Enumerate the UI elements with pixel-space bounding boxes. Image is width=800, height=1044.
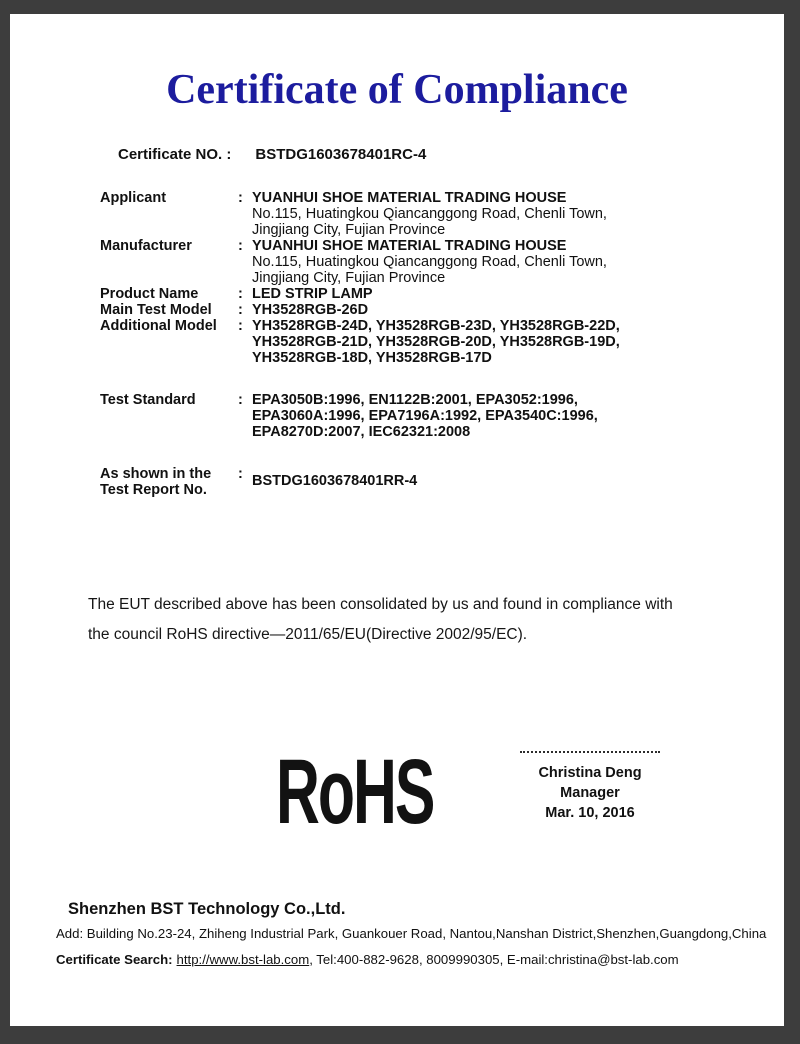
main-test-model-text: YH3528RGB-26D xyxy=(252,302,369,318)
footer-company-name: Shenzhen BST Technology Co.,Ltd. xyxy=(68,900,346,918)
test-standard-line1: EPA3050B:1996, EN1122B:2001, EPA3052:1996, xyxy=(252,392,578,408)
manufacturer-name: YUANHUI SHOE MATERIAL TRADING HOUSE xyxy=(252,238,567,254)
manufacturer-address-line2: Jingjiang City, Fujian Province xyxy=(252,270,446,286)
field-row-main-test-model xyxy=(100,302,754,318)
product-name-text: LED STRIP LAMP xyxy=(252,286,373,302)
certificate-title: Certificate of Compliance xyxy=(166,67,628,113)
signatory-name: Christina Deng xyxy=(538,765,642,781)
field-row-product-name xyxy=(100,286,754,302)
additional-model-label: Additional Model xyxy=(100,318,217,334)
certificate-search-label: Certificate Search: xyxy=(56,952,173,967)
compliance-statement-line2: the council RoHS directive—2011/65/EU(Directive 2002/95/EC). xyxy=(88,626,528,643)
test-standard-label: Test Standard xyxy=(100,392,196,408)
test-standard-line3: EPA8270D:2007, IEC62321:2008 xyxy=(252,424,471,440)
applicant-address-line1: No.115, Huatingkou Qiancanggong Road, Chenli Town, xyxy=(252,206,607,222)
footer-search-row xyxy=(56,952,776,967)
signature-block xyxy=(512,751,668,823)
applicant-value xyxy=(252,190,754,238)
test-standard-line2: EPA3060A:1996, EPA7196A:1992, EPA3540C:1996, xyxy=(252,408,598,424)
colon: : xyxy=(238,286,243,302)
product-name-value xyxy=(252,286,754,302)
additional-model-line3: YH3528RGB-18D, YH3528RGB-17D xyxy=(252,350,492,366)
colon: : xyxy=(238,466,243,482)
footer-contact-info: , Tel:400-882-9628, 8009990305, E-mail:christina@bst-lab.com xyxy=(309,952,679,967)
certificate-number-row xyxy=(118,146,426,163)
test-report-label xyxy=(100,466,238,498)
certificate-fields xyxy=(100,190,754,498)
manufacturer-address-line1: No.115, Huatingkou Qiancanggong Road, Chenli Town, xyxy=(252,254,607,270)
main-test-model-value xyxy=(252,302,754,318)
field-row-applicant xyxy=(100,190,754,238)
certificate-page xyxy=(10,14,784,1026)
colon: : xyxy=(238,190,243,206)
applicant-name: YUANHUI SHOE MATERIAL TRADING HOUSE xyxy=(252,190,567,206)
signature-date: Mar. 10, 2016 xyxy=(545,805,635,821)
compliance-statement-line1: The EUT described above has been consolidated by us and found in compliance with xyxy=(88,596,673,613)
test-report-value: BSTDG1603678401RR-4 xyxy=(252,473,418,489)
rohs-logo: RoHS xyxy=(276,741,434,843)
manufacturer-label: Manufacturer xyxy=(100,238,192,254)
colon: : xyxy=(238,392,243,408)
test-report-label-line2: Test Report No. xyxy=(100,482,207,498)
main-test-model-label: Main Test Model xyxy=(100,302,212,318)
certificate-number-value: BSTDG1603678401RC-4 xyxy=(255,146,427,163)
footer-address: Add: Building No.23-24, Zhiheng Industrial Park, Guankouer Road, Nantou,Nanshan District,Shenzhen,Guangdong,China xyxy=(56,926,767,941)
test-standard-value xyxy=(252,392,754,440)
signature-dotted-line xyxy=(520,751,660,753)
field-row-additional-model xyxy=(100,318,754,366)
manufacturer-value xyxy=(252,238,754,286)
certificate-number-label: Certificate NO. : xyxy=(118,146,232,163)
colon: : xyxy=(238,318,243,334)
test-report-label-line1: As shown in the xyxy=(100,466,212,482)
colon: : xyxy=(238,302,243,318)
applicant-label: Applicant xyxy=(100,190,167,206)
additional-model-line2: YH3528RGB-21D, YH3528RGB-20D, YH3528RGB-19D, xyxy=(252,334,620,350)
compliance-statement xyxy=(88,590,738,650)
field-row-test-report-no xyxy=(100,466,754,498)
field-row-manufacturer xyxy=(100,238,754,286)
applicant-address-line2: Jingjiang City, Fujian Province xyxy=(252,222,446,238)
signatory-title: Manager xyxy=(560,785,620,801)
certificate-search-link[interactable]: http://www.bst-lab.com xyxy=(176,952,310,967)
additional-model-line1: YH3528RGB-24D, YH3528RGB-23D, YH3528RGB-22D, xyxy=(252,318,620,334)
product-name-label: Product Name xyxy=(100,286,199,302)
field-row-test-standard xyxy=(100,392,754,440)
test-report-value-wrap xyxy=(252,466,754,498)
colon: : xyxy=(238,238,243,254)
additional-model-value xyxy=(252,318,754,366)
